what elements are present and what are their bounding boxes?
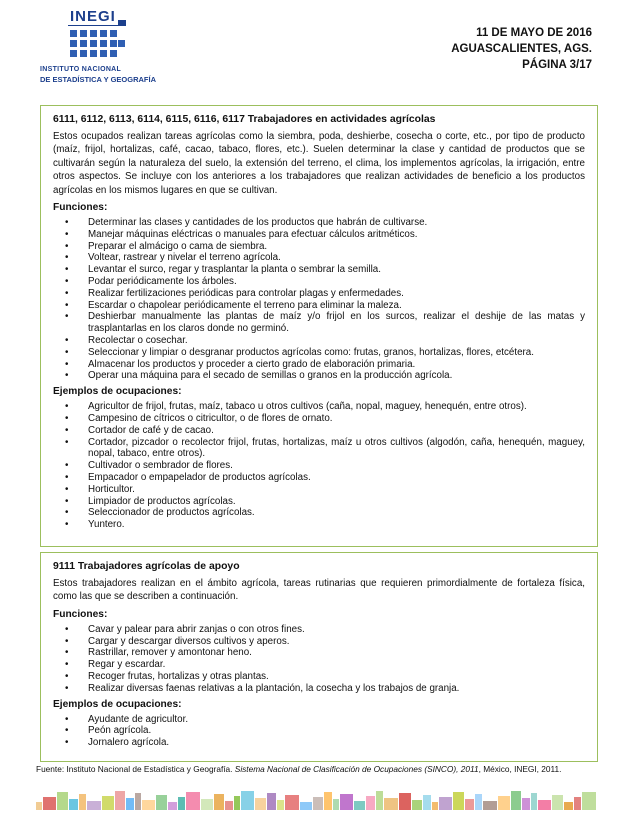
functions-list xyxy=(53,624,585,695)
footer-color-block xyxy=(511,791,521,810)
footer-color-block xyxy=(102,796,114,810)
footer-color-block xyxy=(126,798,134,810)
examples-list xyxy=(53,714,585,749)
section-title: 9111 Trabajadores agrícolas de apoyo xyxy=(53,561,240,572)
footer-color-block xyxy=(574,797,581,810)
list-item: • Cultivador o sembrador de flores. xyxy=(53,460,585,472)
header-page: PÁGINA 3/17 xyxy=(522,59,592,71)
list-item: • Cargar y descargar diversos cultivos y aperos. xyxy=(53,636,585,648)
source-prefix: Fuente: Instituto Nacional de Estadística y Geografía. xyxy=(36,764,235,774)
examples-heading: Ejemplos de ocupaciones: xyxy=(53,698,182,710)
list-item: • Operar una máquina para el secado de semillas o granos en la producción agrícola. xyxy=(53,370,585,382)
footer-color-block xyxy=(142,800,155,810)
section-agricultural-support-workers xyxy=(40,552,598,762)
footer-color-block xyxy=(277,800,284,810)
functions-heading: Funciones: xyxy=(53,608,108,620)
footer-color-block xyxy=(285,795,299,810)
functions-heading: Funciones: xyxy=(53,202,108,214)
list-item: • Recolectar o cosechar. xyxy=(53,335,585,347)
list-item: • Escardar o chapolear periódicamente el terreno para eliminar la maleza. xyxy=(53,300,585,312)
footer-color-block xyxy=(354,801,365,810)
footer-color-block xyxy=(582,792,596,810)
footer-color-block xyxy=(267,793,276,810)
header-city: AGUASCALIENTES, AGS. xyxy=(451,43,592,55)
footer-color-block xyxy=(300,802,312,810)
footer-color-block xyxy=(115,791,125,810)
list-item: • Jornalero agrícola. xyxy=(53,737,585,749)
footer-color-block xyxy=(178,797,185,810)
list-item: • Peón agrícola. xyxy=(53,725,585,737)
footer-color-block xyxy=(57,792,68,810)
list-item: • Rastrillar, remover y amontonar heno. xyxy=(53,647,585,659)
list-item: • Preparar el almácigo o cama de siembra. xyxy=(53,241,585,253)
section-description: Estos ocupados realizan tareas agrícolas como la siembra, poda, deshierbe, cosecha o corte, etc., por tipo de producto (maíz, frijol, hortalizas, café, cacao, tabaco, flores, etc.). Suelen determinar la clase y cantidad de productos que se cultivarán según la naturaleza del suelo, la extensión del terreno, el clima, los implementos agrícolas, la irrigación, entre otros aspectos. Se incluye con los anteriores a los trabajadores que realizan actividades de beneficio a los productos agrícolas en los mismos lugares en que se cultivan. xyxy=(53,131,585,196)
footer-color-block xyxy=(79,794,86,810)
footer-color-block xyxy=(423,795,431,810)
list-item: • Ayudante de agricultor. xyxy=(53,714,585,726)
list-item: • Podar periódicamente los árboles. xyxy=(53,276,585,288)
list-item: • Horticultor. xyxy=(53,484,585,496)
footer-color-block xyxy=(465,799,474,810)
footer-color-block xyxy=(399,793,411,810)
source-title: Sistema Nacional de Clasificación de Ocupaciones (SINCO), 2011 xyxy=(234,764,479,774)
footer-color-block xyxy=(201,799,213,810)
list-item: • Limpiador de productos agrícolas. xyxy=(53,496,585,508)
source-note xyxy=(36,764,561,775)
list-item: • Voltear, rastrear y nivelar el terreno agrícola. xyxy=(53,252,585,264)
footer-color-block xyxy=(412,800,422,810)
footer-color-block xyxy=(36,802,42,810)
footer-color-block xyxy=(366,796,375,810)
footer-color-block xyxy=(87,801,101,810)
footer-color-block xyxy=(168,802,177,810)
list-item: • Cortador de café y de cacao. xyxy=(53,425,585,437)
list-item: • Almacenar los productos y proceder a cierto grado de elaboración primaria. xyxy=(53,359,585,371)
footer-color-block xyxy=(255,798,266,810)
section-title: 6111, 6112, 6113, 6114, 6115, 6116, 6117 Trabajadores en actividades agrícolas xyxy=(53,114,436,125)
list-item: • Seleccionar y limpiar o desgranar productos agrícolas como: frutas, granos, hortalizas, flores, etcétera. xyxy=(53,347,585,359)
footer-color-block xyxy=(324,792,332,810)
examples-heading: Ejemplos de ocupaciones: xyxy=(53,386,182,398)
footer-color-block xyxy=(135,793,141,810)
list-item: • Levantar el surco, regar y trasplantar la planta o sembrar la semilla. xyxy=(53,264,585,276)
footer-color-block xyxy=(552,795,563,810)
footer-color-block xyxy=(214,794,224,810)
footer-color-block xyxy=(564,802,573,810)
list-item: • Recoger frutas, hortalizas y otras plantas. xyxy=(53,671,585,683)
functions-list xyxy=(53,217,585,382)
footer-color-block xyxy=(432,802,438,810)
list-item: • Manejar máquinas eléctricas o manuales para efectuar cálculos aritméticos. xyxy=(53,229,585,241)
list-item: • Deshierbar manualmente las plantas de maíz y/o frijol en los surcos, realizar el deshije de las matas y trasplantarlas en los claros donde no germinó. xyxy=(53,311,585,335)
logo-wordmark: INEGI xyxy=(70,8,116,25)
footer-color-block xyxy=(439,797,452,810)
section-description: Estos trabajadores realizan en el ámbito agrícola, tareas rutinarias que requieren primordialmente de fortaleza física, como las que se describen a continuación. xyxy=(53,578,585,603)
list-item: • Cavar y palear para abrir zanjas o con otros fines. xyxy=(53,624,585,636)
list-item: • Regar y escardar. xyxy=(53,659,585,671)
footer-color-block xyxy=(384,798,398,810)
list-item: • Agricultor de frijol, frutas, maíz, tabaco u otros cultivos (caña, nopal, maguey, henequén, entre otros). xyxy=(53,401,585,413)
list-item: • Realizar fertilizaciones periódicas para controlar plagas y enfermedades. xyxy=(53,288,585,300)
footer-color-block xyxy=(340,794,353,810)
footer-color-block xyxy=(483,801,497,810)
footer-color-block xyxy=(475,794,482,810)
footer-color-block xyxy=(538,800,551,810)
footer-color-block xyxy=(156,795,167,810)
footer-color-block xyxy=(453,792,464,810)
list-item: • Campesino de cítricos o citricultor, o de flores de ornato. xyxy=(53,413,585,425)
footer-color-block xyxy=(69,799,78,810)
examples-list xyxy=(53,401,585,531)
logo-line1: INSTITUTO NACIONAL xyxy=(40,66,122,73)
logo-line2: DE ESTADÍSTICA Y GEOGRAFÍA xyxy=(40,75,156,84)
footer-color-block xyxy=(333,799,339,810)
section-agricultural-workers xyxy=(40,105,598,547)
header-date: 11 DE MAYO DE 2016 xyxy=(476,27,592,39)
source-suffix: , México, INEGI, 2011. xyxy=(478,764,562,774)
list-item: • Realizar diversas faenas relativas a la plantación, la cosecha y los trabajos de granja. xyxy=(53,683,585,695)
list-item: • Yuntero. xyxy=(53,519,585,531)
page-header xyxy=(451,25,592,73)
footer-color-block xyxy=(186,792,200,810)
footer-color-block xyxy=(43,797,56,810)
footer-color-block xyxy=(531,793,537,810)
footer-color-block xyxy=(225,801,233,810)
list-item: • Determinar las clases y cantidades de los productos que habrán de cultivarse. xyxy=(53,217,585,229)
list-item: • Empacador o empapelador de productos agrícolas. xyxy=(53,472,585,484)
footer-color-block xyxy=(498,796,510,810)
inegi-logo xyxy=(40,10,190,82)
footer-color-bar xyxy=(36,790,602,810)
list-item: • Cortador, pizcador o recolector frijol, frutas, hortalizas, maíz u otros cultivos (algodón, caña, henequén, maguey, nopal, tabaco, entre otros). xyxy=(53,437,585,461)
footer-color-block xyxy=(241,791,254,810)
list-item: • Seleccionador de productos agrícolas. xyxy=(53,507,585,519)
footer-color-block xyxy=(376,791,383,810)
footer-color-block xyxy=(313,797,323,810)
footer-color-block xyxy=(234,796,240,810)
footer-color-block xyxy=(522,798,530,810)
